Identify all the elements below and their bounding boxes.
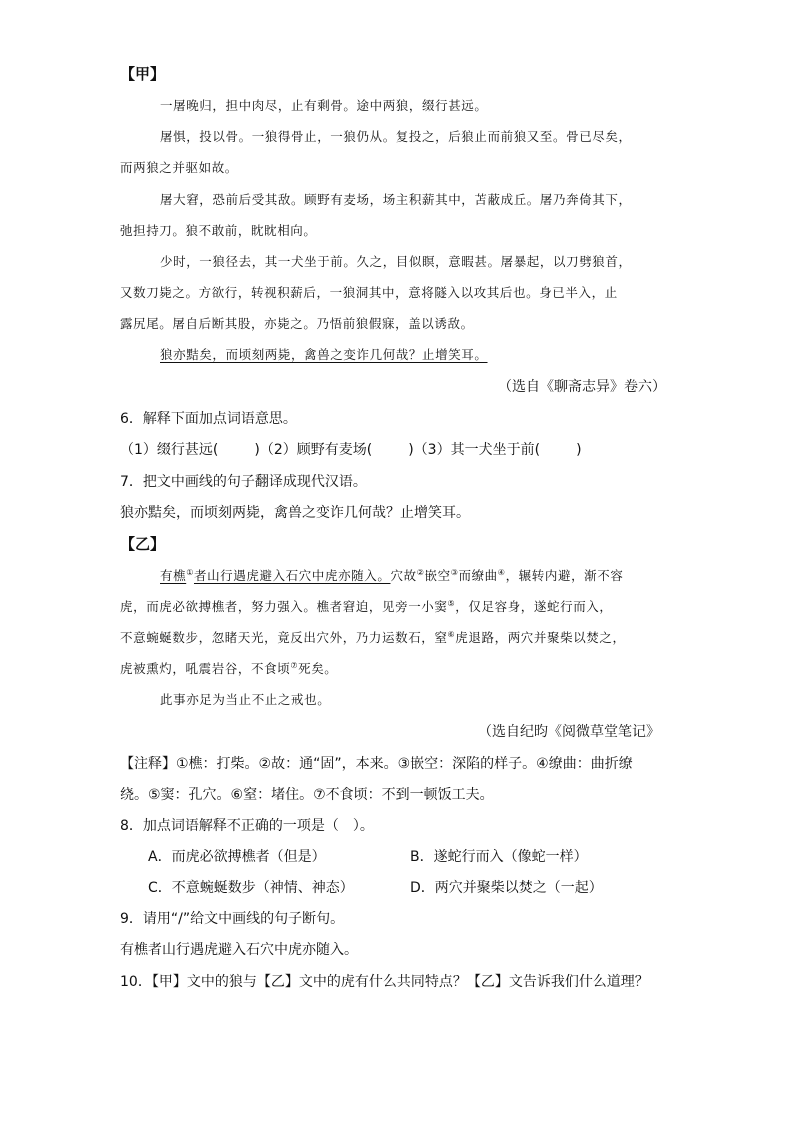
note-mark-7: ⑦ <box>290 660 299 670</box>
question-6-items <box>120 443 582 457</box>
jia-source: （选自《聊斋志异》卷六） <box>498 379 666 395</box>
yi-text: 虎被熏灼，吼震岩谷，不食顷 <box>120 661 291 676</box>
notes-line-1: 【注释】①樵：打柴。②故：通“固”，本来。③嵌空：深陷的样子。④缭曲：曲折缭 <box>120 756 633 772</box>
question-7-sentence: 狼亦黠矣，而顷刻两毙，禽兽之变诈几何哉？止增笑耳。 <box>120 505 470 521</box>
jia-line-8: 露尻尾。屠自后断其股，亦毙之。乃悟前狼假寐，盖以诱敌。 <box>120 316 474 331</box>
yi-underline-a: 有樵 <box>160 568 187 583</box>
jia-line-7: 又数刀毙之。方欲行，转视积薪后，一狼洞其中，意将隧入以攻其后也。身已半入，止 <box>120 285 618 300</box>
note-mark-3: ③ <box>450 567 459 577</box>
yi-text: ，仅足容身，遂蛇行而入， <box>455 599 613 614</box>
yi-text: ，辗转内避，渐不容 <box>505 568 624 583</box>
yi-line-2 <box>120 598 613 614</box>
yi-text: 而缭曲 <box>458 568 498 583</box>
yi-text: 死矣。 <box>298 661 338 676</box>
question-10-title: 10．【甲】文中的狼与【乙】文中的虎有什么共同特点？【乙】文告诉我们什么道理？ <box>120 974 649 990</box>
question-6-title: 6．解释下面加点词语意思。 <box>120 411 297 427</box>
yi-text: 虎，而虎必欲搏樵者，努力强入。樵者窘迫，见旁一小窦 <box>120 599 448 614</box>
q6-part-1: （1）缀行甚远( <box>120 442 219 458</box>
yi-underline-b: 者山行遇虎避入石穴中虎亦随入。 <box>193 568 391 583</box>
question-7-title: 7．把文中画线的句子翻译成现代汉语。 <box>120 474 367 490</box>
jia-line-2: 屠惧，投以骨。一狼得骨止，一狼仍从。复投之，后狼止而前狼又至。骨已尽矣， <box>160 129 632 144</box>
jia-underlined-sentence: 狼亦黠矣，而顷刻两毙，禽兽之变诈几何哉？止增笑耳。 <box>160 347 488 362</box>
passage-jia-header: 【甲】 <box>120 65 166 83</box>
jia-line-1: 一屠晚归，担中肉尽，止有剩骨。途中两狼，缀行甚远。 <box>160 98 488 113</box>
q6-part-4: ) <box>576 442 582 458</box>
q8-option-d[interactable]: D．两穴并聚柴以焚之（一起） <box>410 880 603 896</box>
notes-line-2: 绕。⑤窦：孔穴。⑥窒：堵住。⑦不食顷：不到一顿饭工夫。 <box>120 787 494 803</box>
yi-text: 不意蜿蜒数步，忽睹天光，竟反出穴外，乃力运数石，窒 <box>120 630 448 645</box>
q8-option-c[interactable]: C．不意蜿蜒数步（神情、神态） <box>148 880 354 896</box>
jia-line-4: 屠大窘，恐前后受其敌。顾野有麦场，场主积薪其中，苫蔽成丘。屠乃奔倚其下， <box>160 192 632 207</box>
yi-text: 嵌空 <box>424 568 451 583</box>
jia-line-3: 而两狼之并驱如故。 <box>120 160 238 175</box>
jia-line-5: 弛担持刀。狼不敢前，眈眈相向。 <box>120 223 317 238</box>
question-8-title: 8．加点词语解释不正确的一项是（ ）。 <box>120 818 374 834</box>
q6-part-2: )（2）顾野有麦场( <box>254 442 373 458</box>
q8-option-b[interactable]: B．遂蛇行而入（像蛇一样） <box>410 849 588 865</box>
yi-text: 穴故 <box>390 568 417 583</box>
q6-part-3: )（3）其一犬坐于前( <box>408 442 541 458</box>
passage-yi-header: 【乙】 <box>120 535 166 553</box>
yi-source: （选自纪昀《阅微草堂笔记》 <box>478 724 660 740</box>
note-mark-4: ④ <box>497 567 506 577</box>
note-mark-1: ① <box>186 567 194 577</box>
question-9-sentence: 有樵者山行遇虎避入石穴中虎亦随入。 <box>120 942 358 958</box>
q8-option-a[interactable]: A．而虎必欲搏樵者（但是） <box>148 849 326 865</box>
jia-line-6: 少时，一狼径去，其一犬坐于前。久之，目似瞑，意暇甚。屠暴起，以刀劈狼首， <box>160 254 632 269</box>
note-mark-6: ⑥ <box>447 629 456 639</box>
yi-text: 虎退路，两穴并聚柴以焚之， <box>455 630 626 645</box>
note-mark-5: ⑤ <box>447 598 456 608</box>
yi-line-3 <box>120 629 626 645</box>
yi-line-4 <box>120 660 338 676</box>
yi-line-1 <box>160 567 624 583</box>
yi-line-5: 此事亦足为当止不止之戒也。 <box>160 692 331 707</box>
note-mark-2: ② <box>416 567 425 577</box>
question-9-title: 9．请用“/”给文中画线的句子断句。 <box>120 911 345 927</box>
